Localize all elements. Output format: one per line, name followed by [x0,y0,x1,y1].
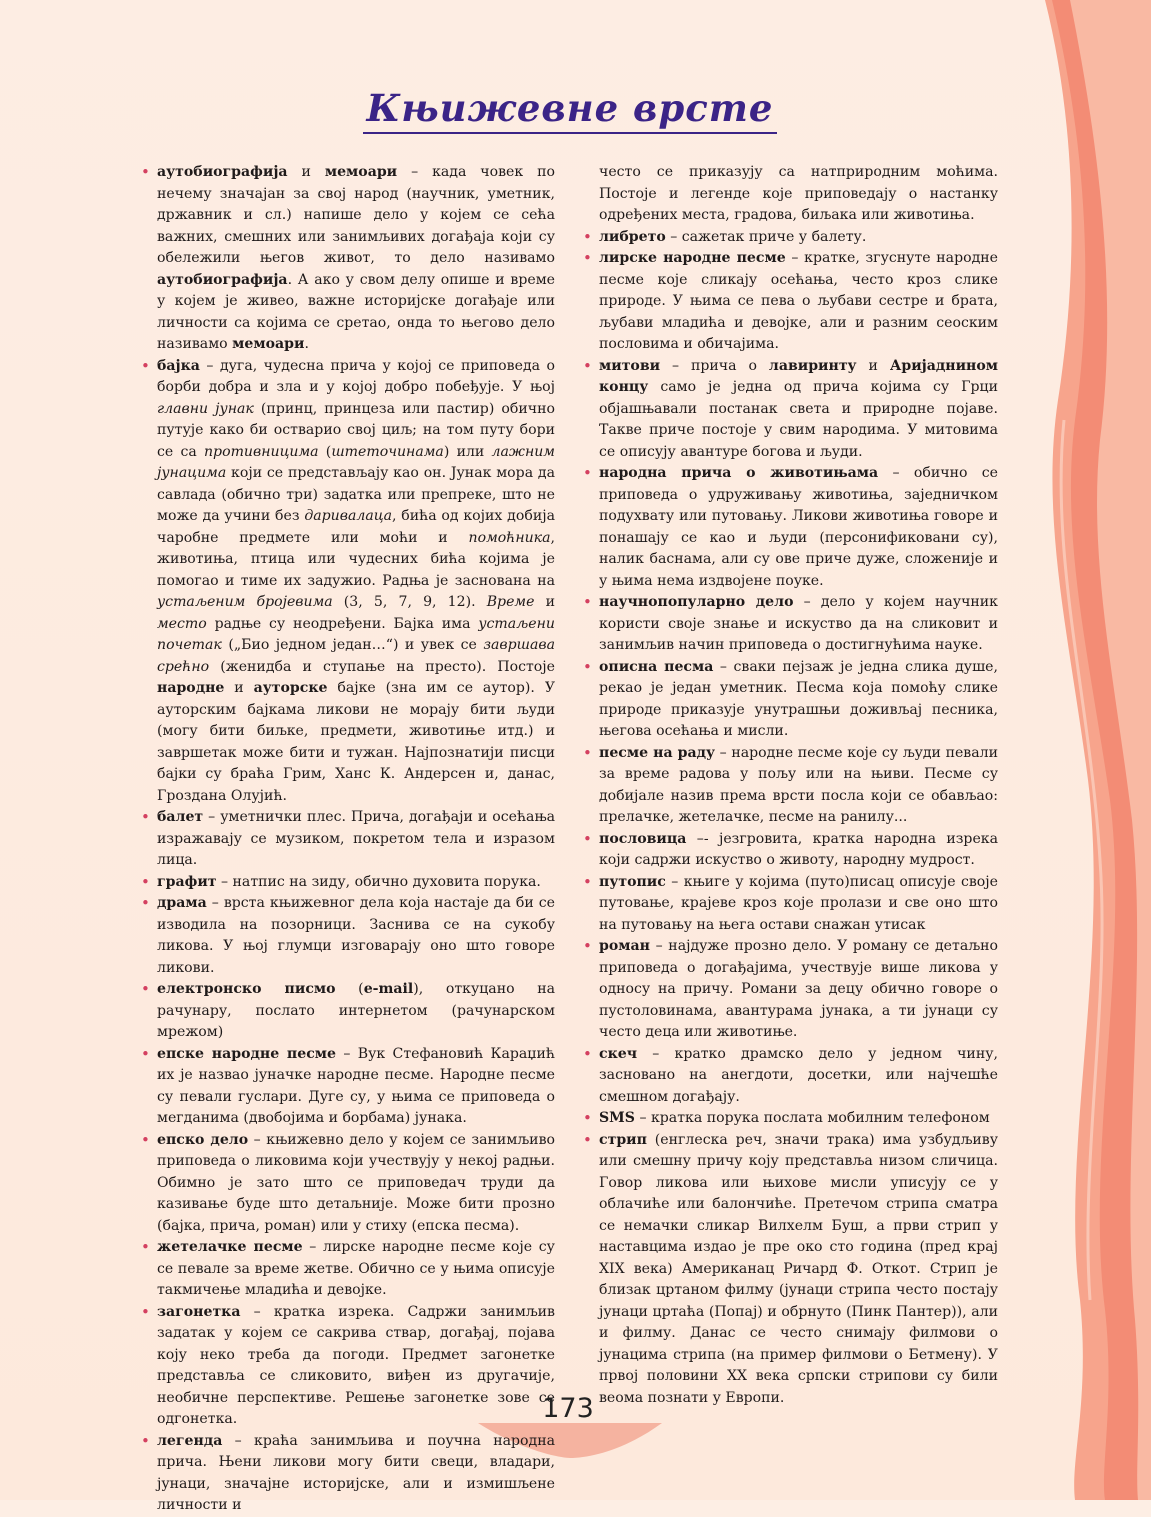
bullet-icon: • [141,1431,150,1450]
entry-text: легенда – краћа занимљива и поучна народна прича. Њени ликови могу бити свеци, владари, јунаци, значајне историјске, али и измишљене личности и [157,1432,555,1513]
glossary-entry [582,463,998,592]
entry-text: стрип (енглеска реч, значи трака) има узбудљиву или смешну причу коју представља низом сличица. Говор ликова или њихове мисли уписују се у облачиће или балончиће. Претечом стрипа сматра се немачки сликар Вилхелм Буш, а први стрип у наставцима издао је пре око сто година (пред крај XIX века) Американац Ричард Ф. Откот. Стрип је близак цртаном филму (јунаци стрипа често постају јунаци цртаћа (Попај) и обрнуто (Пинк Пантер)), али и филму. Данас се често снимају филмови о јунацима стрипа (на пример филмови о Бетмену). У првој половини XX века српски стрипови су били веома познати у Европи. [599,1131,998,1406]
bullet-icon: • [583,356,592,375]
glossary-entry [140,893,555,979]
bullet-icon: • [141,872,150,891]
left-column [140,162,555,1517]
entry-text: драма – врста књижевног дела која настаје да би се изводила на позорници. Заснива се на сукобу ликова. У њој глумци изговарају оно што говоре ликови. [157,895,555,976]
bullet-icon: • [141,1130,150,1149]
bullet-icon: • [583,249,592,267]
bullet-icon: • [583,829,592,848]
glossary-entry [140,1044,555,1130]
glossary-entry [140,1130,555,1238]
glossary-entry [140,356,555,808]
bullet-icon: • [583,227,592,246]
bullet-icon: • [141,1302,150,1321]
entry-text: графит – натпис на зиду, обично духовита порука. [157,873,541,890]
entry-text: епско дело – књижевно дело у којем се занимљиво приповеда о ликовима који учествују у некој радњи. Обимно је зато што се приповедач труди да казивање буде што детаљније. Може бити прозно (бајка, прича, роман) или у стиху (епска песма). [157,1131,555,1234]
bullet-icon: • [141,1238,150,1256]
bullet-icon: • [583,593,592,611]
glossary-entry [582,1108,998,1130]
glossary-entry [582,657,998,743]
entry-text: епске народне песме – Вук Стефановић Караџић их је назвао јуначке народне песме. Народне песме су певали гуслари. Дуге су, у њима се приповеда о мегданима (двобојима и борбама) јунака. [157,1045,555,1126]
entry-text: скеч – кратко драмско дело у једном чину, засновано на анегдоти, досетки, или најчешће смешном догађају. [599,1045,998,1105]
glossary-entry [582,1044,998,1109]
glossary-entry [140,1431,555,1517]
bullet-icon: • [141,1044,150,1063]
entry-text: роман – најдуже прозно дело. У роману се детаљно приповеда о догађајима, учествује више ликова у односу на причу. Романи за децу обично говоре о пустоловинама, авантурама јунака, а ти јунаци су често деца или животиње. [599,938,998,1040]
glossary-entry [582,227,998,249]
entry-text: лирске народне песме – кратке, згуснуте народне песме које сликају осећања, често кроз слике природе. У њима се пева о љубави сестре и брата, љубави младића и девојке, али и разним сеоским пословима и обичајима. [599,250,998,352]
glossary-entry [140,1237,555,1302]
legend-continuation: често се приказују са натприродним моћима. Постоје и легенде које приповедају о настанку одређених места, градова, биљака или животиња. [599,164,998,223]
bullet-icon: • [141,808,150,826]
bullet-icon: • [141,980,150,998]
page-number: 173 [542,1393,594,1424]
bullet-icon: • [583,1130,592,1149]
entry-text: научнопопуларно дело – дело у којем научник користи своје знање и искуство да на сликовит и занимљив начин приповеда о достигнућима науке. [599,594,998,653]
entry-text: жетелачке песме – лирске народне песме које су се певале за време жетве. Обично се у њима описује такмичење младића и девојке. [157,1239,555,1298]
glossary-entry [582,743,998,829]
bullet-icon: • [583,1044,592,1063]
glossary-entry [582,1130,998,1410]
entry-text: аутобиографија и мемоари – када човек по нечему значајан за свој народ (научник, уметник, државник и сл.) напише дело у којем се сећа важних, смешних или занимљивих догађаја који су обележили његов живот, то дело називамо аутобиографија. А ако у свом делу опише и време у којем је живео, важне историјске догађаје или личности са којима се сретао, онда то његово дело називамо мемоари. [157,164,555,352]
glossary-entry [582,829,998,872]
glossary-entry [140,872,555,894]
entry-text: песме на раду – народне песме које су људи певали за време радова у пољу или на њиви. Песме су добијале назив према врсти посла који се обављао: прелачке, жетелачке, песме на ранилу... [599,744,998,825]
entry-text: балет – уметнички плес. Прича, догађаји и осећања изражавају се музиком, покретом тела и изразом лица. [157,809,555,868]
glossary-entry [582,356,998,464]
entry-text: електронско писмо (e-mail), откуцано на рачунару, послато интернетом (рачунарском мрежом) [157,981,556,1040]
glossary-entry [140,979,555,1044]
entry-text: загонетка – кратка изрека. Садржи занимљив задатак у којем се сакрива ствар, догађај, појава коју неко треба да погоди. Предмет загонетке представља се сликовито, виђен из другачије, необичне перспективе. Решење загонетке зове се одгонетка. [157,1303,555,1427]
entry-text: путопис – књиге у којима (путо)писац описује своје путовање, крајеве кроз које пролази и све оно што на путовању на њега остави снажан утисак [599,873,998,933]
entry-text: либрето – сажетак приче у балету. [599,228,867,245]
glossary-entry [140,807,555,872]
bullet-icon: • [583,937,592,955]
entry-text: описна песма – сваки пејзаж је једна слика душе, рекао је један уметник. Песма која помоћу слике природе приказује унутрашњи доживљај песника, његова осећања и мисли. [599,658,998,739]
entry-text: бајка – дуга, чудесна прича у којој се приповеда о борби добра и зла и у којој добро побеђује. У њој главни јунак (принц, принцеза или пастир) обично путује како би остварио свој циљ; на том путу бори се са противницима (штеточинама) или лажним јунацима који се представљају као он. Јунак мора да савлада (обично три) задатка или препреке, што не може да учини без даривалаца, бића од којих добија чаробне предмете или моћи и помоћника, животиња, птица или чудесних бића којима је помогао и тиме их задужио. Радња је заснована на устаљеним бројевима (3, 5, 7, 9, 12). Време и место радње су неодређени. Бајка има устаљени почетак („Био једном један…“) и увек се завршава срећно (женидба и ступање на престо). Постоје народне и ауторске бајке (зна им се аутор). У ауторским бајкама ликови не морају бити људи (могу бити биљке, предмети, животиње итд.) и завршетак може бити и тужан. Најпознатији писци бајки су браћа Грим, Ханс К. Андерсен и, данас, Гроздана Олујић. [157,357,555,804]
entry-text: митови – прича о лавиринту и Аријаднином концу само је једна од прича којима су Грци објашњавали постанак света и природне појаве. Такве приче постоје у свим народима. У митовима се описују авантуре богова и људи. [599,357,998,460]
bullet-icon: • [141,894,150,912]
entry-text: народна прича о животињама – обично се приповеда о удруживању животиња, заједничком подухвату или путовању. Ликови животиња говоре и понашају се као и људи (персонификовани су), налик баснама, али су ове приче дуже, сложеније и у њима нема издвојене поуке. [599,465,999,589]
bullet-icon: • [583,464,592,482]
entry-text: пословица –- језгровита, кратка народна изрека који садржи искуство о животу, народну мудрост. [599,830,998,868]
bullet-icon: • [583,872,592,891]
bullet-icon: • [583,743,592,762]
entry-text: SMS – кратка порука послата мобилним телефоном [599,1110,990,1126]
glossary-entry [582,872,998,937]
bullet-icon: • [583,1109,592,1127]
glossary-entry [582,936,998,1044]
page-title: Књижевне врсте [0,86,1140,130]
bullet-icon: • [141,356,150,375]
bullet-icon: • [141,163,150,181]
glossary-entry [582,248,998,356]
glossary-entry [140,162,555,356]
glossary-entry [582,592,998,657]
right-column [582,162,998,1409]
bullet-icon: • [583,657,592,676]
